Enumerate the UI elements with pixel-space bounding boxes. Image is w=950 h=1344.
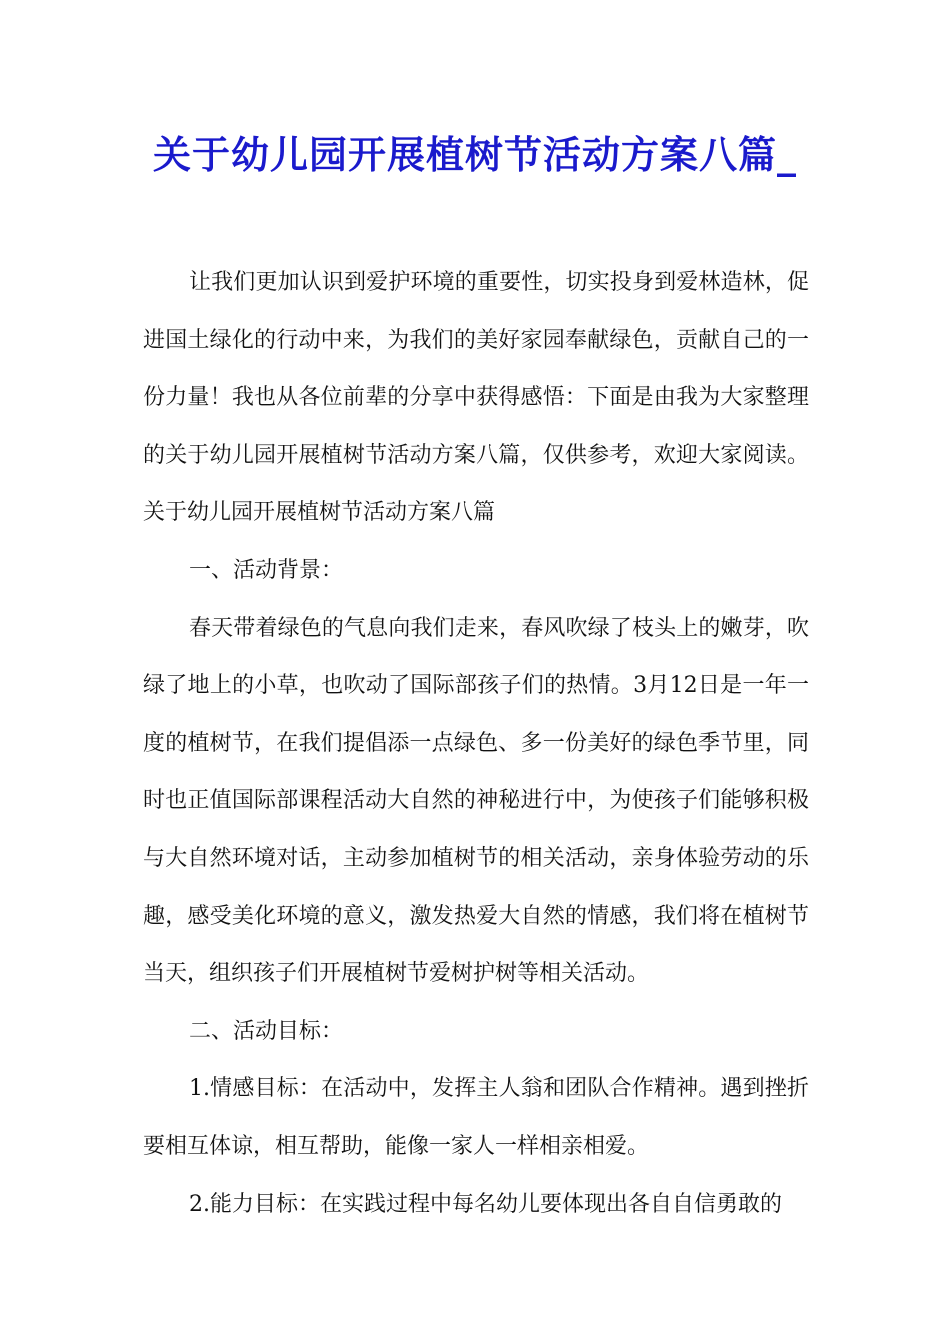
- intro-paragraph: 让我们更加认识到爱护环境的重要性，切实投身到爱林造林，促进国土绿化的行动中来，为我们的美好家园奉献绿色，贡献自己的一份力量！我也从各位前辈的分享中获得感悟：下面是由我为大家整理的关于幼儿园开展植树节活动方案八篇，仅供参考，欢迎大家阅读。关于幼儿园开展植树节活动方案八篇: [143, 270, 809, 526]
- document-body: [143, 254, 809, 1233]
- section-heading-goals: 二、活动目标：: [189, 1018, 344, 1044]
- goal-ability-paragraph: 2.能力目标：在实践过程中每名幼儿要体现出各自自信勇敢的: [189, 1191, 782, 1217]
- document-title: 关于幼儿园开展植树节活动方案八篇_: [152, 132, 797, 177]
- section-heading-background: 一、活动背景：: [189, 557, 344, 583]
- background-paragraph: 春天带着绿色的气息向我们走来，春风吹绿了枝头上的嫩芽，吹绿了地上的小草，也吹动了国际部孩子们的热情。3月12日是一年一度的植树节，在我们提倡添一点绿色、多一份美好的绿色季节里，同时也正值国际部课程活动大自然的神秘进行中，为使孩子们能够积极与大自然环境对话，主动参加植树节的相关活动，亲身体验劳动的乐趣，感受美化环境的意义，激发热爱大自然的情感，我们将在植树节当天，组织孩子们开展植树节爱树护树等相关活动。: [143, 615, 809, 987]
- goal-emotion-paragraph: 1.情感目标：在活动中，发挥主人翁和团队合作精神。遇到挫折要相互体谅，相互帮助，能像一家人一样相亲相爱。: [143, 1076, 809, 1159]
